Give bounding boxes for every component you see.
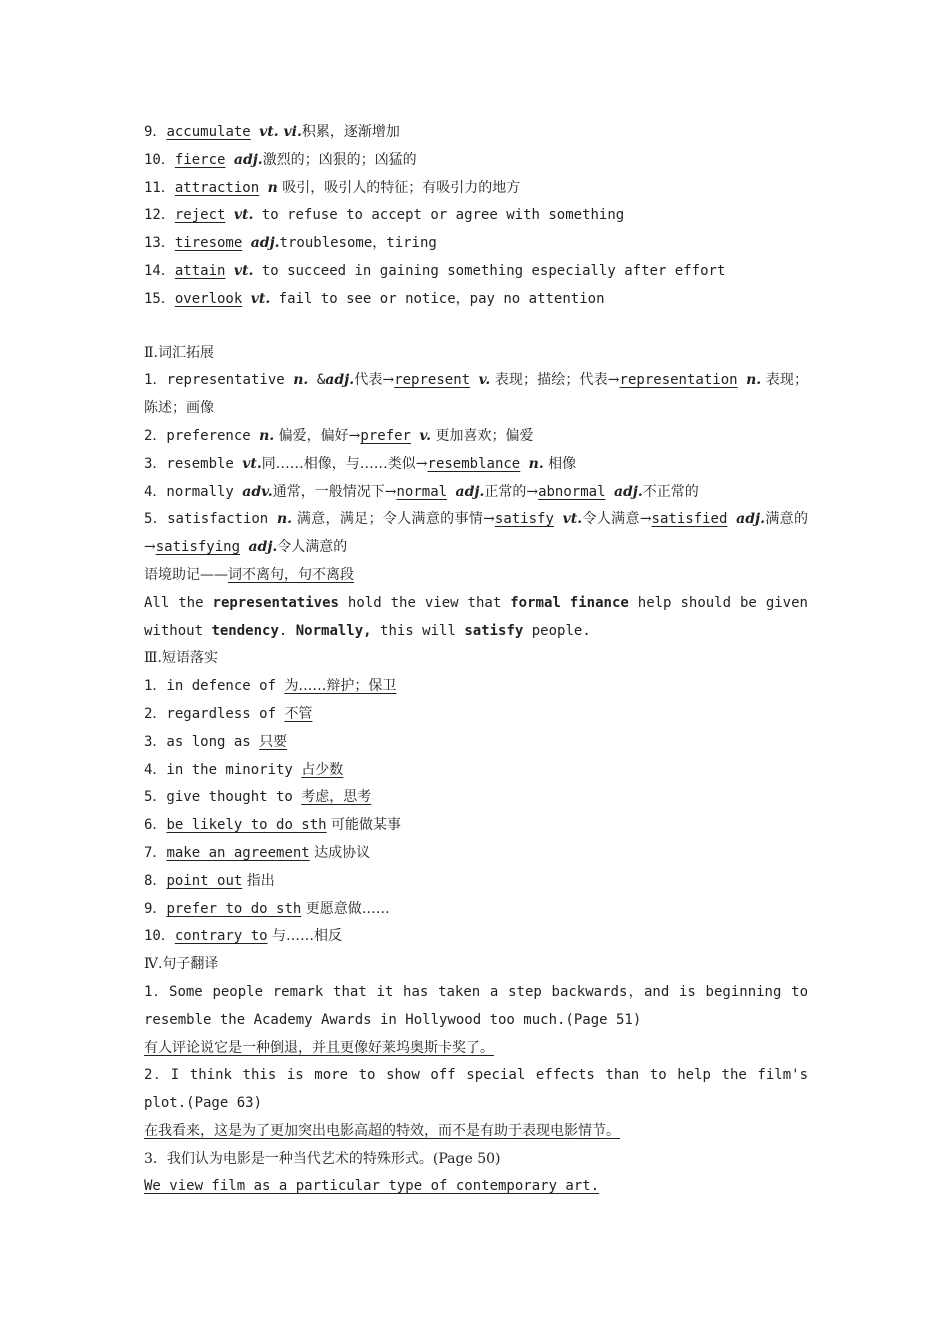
section-vocab-expansion xyxy=(144,340,808,646)
item-text: 不正常的 xyxy=(642,483,699,500)
item-text: 令人满意的 xyxy=(277,539,348,556)
part-of-speech: adj. xyxy=(455,483,485,500)
answer-word: represent xyxy=(394,372,471,389)
answer-word: normal xyxy=(396,483,448,500)
sentence-text: hold the view that xyxy=(338,594,511,611)
section-phrases xyxy=(144,645,808,951)
phrase-item xyxy=(144,840,808,868)
definition: 积累，逐渐增加 xyxy=(301,124,400,140)
definition: 吸引，吸引人的特征；有吸引力的地方 xyxy=(277,179,521,196)
item-text: 更加喜欢；偏爱 xyxy=(431,427,534,444)
phrase-meaning: 达成协议 xyxy=(309,844,371,861)
vocab-item-10 xyxy=(144,147,808,175)
phrase-meaning: 与……相反 xyxy=(267,928,343,945)
phrase-meaning: 更愿意做…… xyxy=(301,900,390,917)
part-of-speech: adj. xyxy=(613,483,643,500)
phrase-item xyxy=(144,896,808,924)
phrase-item xyxy=(144,868,808,896)
definition: to refuse to accept or agree with something xyxy=(253,207,625,224)
item-number: 12． xyxy=(144,207,175,224)
phrase-answer: be likely to do sth xyxy=(166,817,327,834)
answer-word: accumulate xyxy=(166,124,251,140)
part-of-speech: adj. xyxy=(736,511,765,528)
key-word: formal finance xyxy=(510,594,629,611)
answer-word: representation xyxy=(619,372,738,389)
phrase-text: 4．in the minority xyxy=(144,761,302,778)
phrase-answer: 不管 xyxy=(284,705,313,722)
item-text: 偏爱，偏好→ xyxy=(274,427,361,444)
item-text: 5．satisfaction xyxy=(144,511,277,528)
item-text: & xyxy=(308,372,326,389)
section-heading: Ⅲ.短语落实 xyxy=(144,650,218,667)
phrase-meaning: 指出 xyxy=(242,872,275,889)
part-of-speech: vt. vi. xyxy=(259,124,302,140)
expansion-item-1 xyxy=(144,367,808,423)
item-text: 令人满意→ xyxy=(582,511,652,528)
item-text: 满意的→ xyxy=(144,511,808,556)
phrase-answer: point out xyxy=(166,872,243,889)
part-of-speech: n. xyxy=(746,372,762,389)
item-text: 通常，一般情况下→ xyxy=(272,483,397,500)
part-of-speech: v. xyxy=(419,427,432,444)
item-text: 满意，满足；令人满意的事情→ xyxy=(292,511,495,528)
answer-word: resemblance xyxy=(427,455,521,472)
sentence-text: . xyxy=(278,622,296,639)
item-text: 4．normally xyxy=(144,483,243,500)
key-word: Normally, xyxy=(295,622,372,639)
answer-word: fierce xyxy=(174,151,226,168)
answer-word: attraction xyxy=(174,179,260,196)
answer-word: prefer xyxy=(360,427,411,444)
phrase-answer: 为……辩护；保卫 xyxy=(284,678,397,695)
item-text: 3．resemble xyxy=(144,455,243,472)
section-heading: Ⅱ.词汇拓展 xyxy=(144,344,214,361)
phrase-text: 10． xyxy=(144,928,175,945)
part-of-speech: n. xyxy=(277,511,293,528)
part-of-speech: adv. xyxy=(242,483,273,500)
expansion-item-2 xyxy=(144,423,808,451)
phrase-text: 2．regardless of xyxy=(144,705,285,722)
phrase-answer: 只要 xyxy=(259,733,288,750)
phrase-answer: 占少数 xyxy=(301,761,344,778)
spacer xyxy=(144,314,808,340)
phrase-meaning: 可能做某事 xyxy=(326,817,402,834)
item-number: 15． xyxy=(144,290,175,307)
phrase-item xyxy=(144,923,808,951)
key-word: tendency xyxy=(211,622,279,639)
item-text: 表现；陈述；画像 xyxy=(144,372,809,417)
part-of-speech: adj. xyxy=(325,372,355,389)
sentence-text: help should be given without xyxy=(144,594,808,639)
phrase-answer: make an agreement xyxy=(166,844,310,861)
item-text: 表现；描绘；代表→ xyxy=(490,372,620,389)
phrase-answer: contrary to xyxy=(174,928,268,945)
item-number: 14． xyxy=(144,262,175,279)
phrase-item xyxy=(144,701,808,729)
part-of-speech: vt. xyxy=(233,207,254,224)
memory-aid-subtitle: 词不离句，句不离段 xyxy=(228,566,354,583)
vocab-list xyxy=(144,119,808,314)
phrase-answer: prefer to do sth xyxy=(166,900,302,917)
answer-word: satisfying xyxy=(155,539,241,556)
translation-question: 2．I think this is more to show off special effects than to help the film's plot.(Page 63) xyxy=(144,1067,808,1112)
answer-word: abnormal xyxy=(538,483,606,500)
answer-word: reject xyxy=(174,207,226,224)
item-number: 10． xyxy=(144,151,175,168)
translation-question: 3．我们认为电影是一种当代艺术的特殊形式。(Page 50) xyxy=(144,1150,501,1167)
answer-word: satisfied xyxy=(651,511,728,528)
vocab-item-9 xyxy=(144,119,808,147)
phrase-item xyxy=(144,757,808,785)
phrase-text: 5．give thought to xyxy=(144,789,302,806)
phrase-answer: 考虑，思考 xyxy=(301,789,372,806)
part-of-speech: vt. xyxy=(562,511,583,528)
expansion-item-5 xyxy=(144,506,808,562)
key-word: satisfy xyxy=(464,622,524,639)
sentence-text: this will xyxy=(371,622,465,639)
part-of-speech: adj. xyxy=(250,235,280,252)
item-number: 11． xyxy=(144,179,175,196)
definition: fail to see or notice，pay no attention xyxy=(270,290,605,307)
phrase-text: 7． xyxy=(144,844,167,861)
phrase-item xyxy=(144,784,808,812)
sentence-text: All the xyxy=(144,594,213,611)
item-number: 13． xyxy=(144,235,175,252)
memory-aid-label: 语境助记—— xyxy=(144,566,228,583)
phrase-item xyxy=(144,812,808,840)
section-heading: Ⅳ.句子翻译 xyxy=(144,956,219,973)
item-text: 2．preference xyxy=(144,427,260,444)
vocab-item-12 xyxy=(144,202,808,230)
part-of-speech: n xyxy=(267,179,278,196)
sentence-text: people. xyxy=(523,622,591,639)
memory-aid-title xyxy=(144,562,808,590)
part-of-speech: n. xyxy=(293,372,309,389)
phrase-text: 1．in defence of xyxy=(144,678,285,695)
item-text: 正常的→ xyxy=(484,483,539,500)
phrase-text: 9． xyxy=(144,900,167,917)
expansion-item-4 xyxy=(144,479,808,507)
definition: to succeed in gaining something especially after effort xyxy=(253,262,726,279)
answer-word: satisfy xyxy=(494,511,554,528)
part-of-speech: vt. xyxy=(242,455,262,472)
key-word: representatives xyxy=(212,594,339,611)
answer-word: overlook xyxy=(174,290,243,307)
answer-word: attain xyxy=(174,262,226,279)
item-text: 同……相像，与……类似→ xyxy=(261,455,428,472)
section-translation xyxy=(144,951,808,1201)
phrase-item xyxy=(144,729,808,757)
vocab-item-11 xyxy=(144,175,808,203)
translation-answer: We view film as a particular type of contemporary art. xyxy=(144,1178,600,1195)
context-sentence xyxy=(144,590,808,646)
phrase-text: 3．as long as xyxy=(144,733,260,750)
document-page xyxy=(144,119,808,1201)
translation-answer: 在我看来，这是为了更加突出电影高超的特效，而不是有助于表现电影情节。 xyxy=(144,1122,620,1139)
definition: 激烈的；凶狠的；凶猛的 xyxy=(262,151,417,168)
phrase-text: 6． xyxy=(144,817,167,834)
vocab-item-13 xyxy=(144,230,808,258)
part-of-speech: vt. xyxy=(250,290,271,307)
expansion-item-3 xyxy=(144,451,808,479)
translation-question: 1．Some people remark that it has taken a step backwards，and is beginning to resemble the Academy Awards in Hollywood too much.(Page 51) xyxy=(144,983,808,1028)
vocab-item-14 xyxy=(144,258,808,286)
vocab-item-15 xyxy=(144,286,808,314)
part-of-speech: adj. xyxy=(233,151,263,168)
part-of-speech: vt. xyxy=(233,262,254,279)
item-text: 1．representative xyxy=(144,372,294,389)
phrase-item xyxy=(144,673,808,701)
item-number: 9． xyxy=(144,124,167,140)
answer-word: tiresome xyxy=(174,235,243,252)
item-text: 相像 xyxy=(543,455,577,472)
definition: troublesome，tiring xyxy=(279,235,437,252)
part-of-speech: n. xyxy=(528,455,544,472)
item-text: 代表→ xyxy=(354,372,395,389)
part-of-speech: v. xyxy=(478,372,491,389)
translation-answer: 有人评论说它是一种倒退，并且更像好莱坞奥斯卡奖了。 xyxy=(144,1039,494,1056)
part-of-speech: n. xyxy=(259,427,275,444)
phrase-text: 8． xyxy=(144,872,167,889)
part-of-speech: adj. xyxy=(248,539,278,556)
